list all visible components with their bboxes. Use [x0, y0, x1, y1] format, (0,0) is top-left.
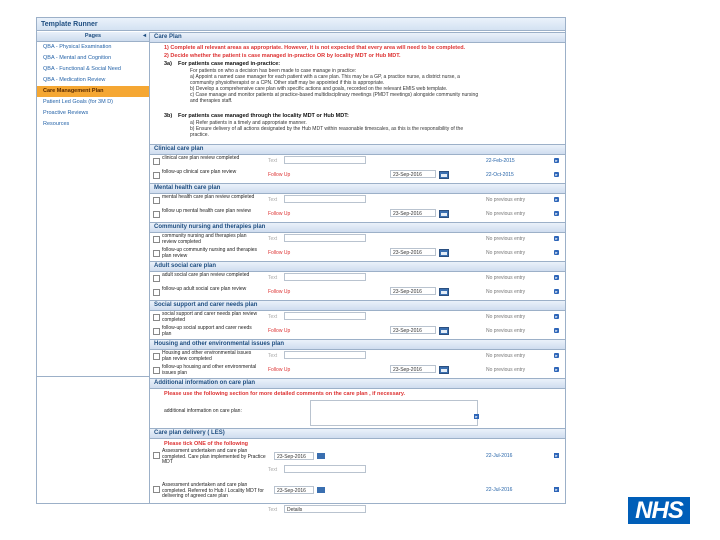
- follow-up-tag: Follow Up: [268, 328, 291, 334]
- follow-up-date-field[interactable]: 23-Sep-2016: [390, 170, 436, 178]
- locality-mdt-block: [150, 112, 565, 140]
- care-plan-header: Care Plan: [150, 32, 565, 43]
- delivery-text-row: [150, 504, 565, 516]
- sidebar-item-patient-led-goals[interactable]: Patient Led Goals (for 3M D): [43, 99, 114, 105]
- care-plan-row: [150, 233, 565, 247]
- follow-up-date-field[interactable]: 23-Sep-2016: [390, 287, 436, 295]
- section-header: Housing and other environmental issues plan: [150, 339, 565, 350]
- collapse-arrow-icon[interactable]: ◂: [142, 33, 146, 39]
- care-plan-row: [150, 155, 565, 169]
- text-field[interactable]: [284, 195, 366, 203]
- delivery-date-field[interactable]: 23-Sep-2016: [274, 452, 314, 460]
- row-label: Housing and other environmental issues plan review completed: [162, 350, 252, 362]
- additional-info-label: additional information on care plan:: [164, 408, 242, 414]
- instruction-1: 1) Complete all relevant areas as appropriate. However, it is not expected that every area will need to be completed.: [164, 45, 466, 51]
- block-a-line: For patients on who a decision has been made to case manage in practice:: [190, 68, 357, 74]
- care-plan-row: [150, 208, 565, 222]
- sidebar-item-physical-exam[interactable]: QBA - Physical Examination: [43, 44, 112, 50]
- calendar-icon[interactable]: [317, 487, 325, 493]
- row-label: follow-up community nursing and therapies plan review: [162, 247, 258, 259]
- row-checkbox[interactable]: [153, 353, 160, 360]
- go-arrow-icon[interactable]: ▸: [555, 314, 558, 319]
- care-plan-row: [150, 325, 565, 339]
- row-label: social support and carer needs plan review completed: [162, 311, 258, 323]
- sidebar-item-care-management-plan[interactable]: Care Management Plan: [37, 86, 149, 97]
- block-b-line: b) Ensure delivery of all actions designated by the Hub MDT within reasonable timescales, as this is the responsibility of the: [190, 126, 464, 132]
- previous-entry: No previous entry: [486, 250, 526, 256]
- block-a-line: a) Appoint a named case manager for each patient with a care plan. This may be a GP, a practice nurse, a district nurse, a: [190, 74, 460, 80]
- text-tag: Text: [268, 507, 278, 513]
- row-label: mental health care plan review completed: [162, 194, 255, 200]
- calendar-icon[interactable]: [439, 366, 449, 374]
- previous-entry: No previous entry: [486, 211, 526, 217]
- section-header: Clinical care plan: [150, 144, 565, 155]
- sidebar-item-mental-cognition[interactable]: QBA - Mental and Cognition: [43, 55, 112, 61]
- care-plan-delivery-header: Care plan delivery ( LES): [150, 428, 565, 439]
- row-label: adult social care plan review completed: [162, 272, 250, 278]
- previous-entry: No previous entry: [486, 275, 526, 281]
- sidebar-divider: [37, 376, 149, 377]
- text-tag: Text: [268, 236, 278, 242]
- care-plan-sections: [150, 144, 565, 378]
- calendar-icon[interactable]: [317, 453, 325, 459]
- row-checkbox[interactable]: [153, 236, 160, 243]
- go-arrow-icon[interactable]: ▸: [555, 250, 558, 255]
- block-b-line: practice.: [190, 132, 209, 138]
- text-tag: Text: [268, 197, 278, 203]
- text-tag: Text: [268, 353, 278, 359]
- follow-up-tag: Follow Up: [268, 367, 291, 373]
- row-checkbox[interactable]: [153, 158, 160, 165]
- section-header: Mental health care plan: [150, 183, 565, 194]
- row-label: follow-up adult social care plan review: [162, 286, 247, 292]
- delivery-date-field[interactable]: 23-Sep-2016: [274, 486, 314, 494]
- block-a-line: c) Case manage and monitor patients at practice-based multidisciplinary meetings (PMDT meetings) alongside community nursing: [190, 92, 479, 98]
- text-field[interactable]: [284, 312, 366, 320]
- follow-up-tag: Follow Up: [268, 289, 291, 295]
- text-tag: Text: [268, 467, 278, 473]
- care-plan-row: [150, 247, 565, 261]
- row-checkbox[interactable]: [153, 367, 160, 374]
- row-checkbox[interactable]: [153, 250, 160, 257]
- row-checkbox[interactable]: [153, 197, 160, 204]
- row-checkbox[interactable]: [153, 289, 160, 296]
- previous-entry: No previous entry: [486, 197, 526, 203]
- text-tag: Text: [268, 275, 278, 281]
- delivery-instruction: Please tick ONE of the following: [164, 441, 249, 447]
- calendar-icon[interactable]: [439, 249, 449, 257]
- row-label: clinical care plan review completed: [162, 155, 240, 161]
- additional-info-header: Additional information on care plan: [150, 378, 565, 389]
- go-arrow-icon[interactable]: ▸: [555, 275, 558, 280]
- care-plan-row: [150, 350, 565, 364]
- block-b-number: 3b): [164, 113, 173, 119]
- go-arrow-icon[interactable]: ▸: [555, 328, 558, 333]
- calendar-icon[interactable]: [439, 288, 449, 296]
- care-plan-row: [150, 364, 565, 378]
- go-arrow-icon[interactable]: ▸: [555, 453, 558, 458]
- row-label: community nursing and therapies plan review completed: [162, 233, 247, 245]
- row-checkbox[interactable]: [153, 314, 160, 321]
- additional-instruction: Please use the following section for more detailed comments on the care plan , if necessary.: [164, 391, 406, 397]
- delivery-details-field[interactable]: Details: [284, 505, 366, 513]
- block-a-title: For patients case managed in-practice:: [178, 61, 281, 67]
- go-arrow-icon[interactable]: ▸: [555, 172, 558, 177]
- go-arrow-icon[interactable]: ▸: [555, 367, 558, 372]
- additional-info-row: [150, 398, 565, 428]
- in-practice-block: [150, 60, 565, 106]
- care-plan-row: [150, 272, 565, 286]
- row-checkbox[interactable]: [153, 275, 160, 282]
- text-field[interactable]: [284, 273, 366, 281]
- pages-sidebar: [37, 32, 150, 503]
- go-arrow-icon[interactable]: ▸: [555, 211, 558, 216]
- block-b-title: For patients case managed through the locality MDT or Hub MDT:: [178, 113, 349, 119]
- care-plan-row: [150, 194, 565, 208]
- care-plan-instructions: [150, 43, 565, 60]
- go-arrow-icon[interactable]: ▸: [555, 197, 558, 202]
- row-label: follow up mental health care plan review: [162, 208, 251, 214]
- row-checkbox[interactable]: [153, 328, 160, 335]
- delivery-option-hub-mdt: [150, 482, 565, 498]
- delivery-label: Assessment undertaken and care plan completed. Referred to Hub / Locality MDT for delivering of agreed care plan: [162, 482, 264, 499]
- previous-entry: No previous entry: [486, 328, 526, 334]
- go-arrow-icon[interactable]: ▸: [555, 353, 558, 358]
- row-checkbox[interactable]: [153, 172, 160, 179]
- nhs-logo: NHS: [628, 497, 690, 524]
- follow-up-tag: Follow Up: [268, 250, 291, 256]
- go-arrow-icon[interactable]: ▸: [555, 289, 558, 294]
- section-header: Adult social care plan: [150, 261, 565, 272]
- delivery-option-practice-mdt: [150, 448, 565, 464]
- previous-entry[interactable]: 22-Jul-2016: [486, 453, 513, 459]
- sidebar-header[interactable]: [37, 32, 149, 42]
- previous-entry[interactable]: 22-Oct-2015: [486, 172, 514, 178]
- block-a-number: 3a): [164, 61, 172, 67]
- previous-entry: No previous entry: [486, 289, 526, 295]
- go-arrow-icon[interactable]: ▸: [555, 487, 558, 492]
- sidebar-item-functional-social[interactable]: QBA - Functional & Social Need: [43, 66, 121, 72]
- text-tag: Text: [268, 314, 278, 320]
- previous-entry: No previous entry: [486, 367, 526, 373]
- sidebar-item-medication-review[interactable]: QBA - Medication Review: [43, 77, 106, 83]
- text-tag: Text: [268, 158, 278, 164]
- template-runner-window: [36, 17, 566, 513]
- delivery-checkbox[interactable]: [153, 486, 160, 493]
- calendar-icon[interactable]: [439, 327, 449, 335]
- window-title: Template Runner: [37, 18, 565, 31]
- section-header: Social support and carer needs plan: [150, 300, 565, 311]
- delivery-checkbox[interactable]: [153, 452, 160, 459]
- additional-info-textarea[interactable]: [310, 400, 478, 426]
- row-label: follow-up social support and carer needs plan: [162, 325, 252, 337]
- text-field[interactable]: [284, 234, 366, 242]
- row-label: follow-up clinical care plan review: [162, 169, 237, 175]
- instruction-2: 2) Decide whether the patient is case managed in-practice OR by locality MDT or Hub MDT.: [164, 53, 401, 59]
- sidebar-header-label: Pages: [84, 33, 102, 39]
- sidebar-item-resources[interactable]: Resources: [43, 121, 70, 127]
- row-label: follow-up housing and other environmental issues plan: [162, 364, 257, 376]
- delivery-label: Assessment undertaken and care plan completed. Care plan implemented by Practice MDT: [162, 448, 266, 465]
- row-checkbox[interactable]: [153, 211, 160, 218]
- sidebar-item-proactive-reviews[interactable]: Proactive Reviews: [43, 110, 89, 116]
- block-b-line: a) Refer patients in a timely and appropriate manner.: [190, 120, 307, 126]
- previous-entry: No previous entry: [486, 314, 526, 320]
- previous-entry[interactable]: 22-Jul-2016: [486, 487, 513, 493]
- follow-up-tag: Follow Up: [268, 211, 291, 217]
- text-field[interactable]: [284, 156, 366, 164]
- follow-up-date-field[interactable]: 23-Sep-2016: [390, 365, 436, 373]
- go-arrow-icon[interactable]: ▸: [475, 414, 478, 419]
- delivery-text-field[interactable]: [284, 465, 366, 473]
- care-plan-row: [150, 286, 565, 300]
- follow-up-date-field[interactable]: 23-Sep-2016: [390, 248, 436, 256]
- calendar-icon[interactable]: [439, 171, 449, 179]
- text-field[interactable]: [284, 351, 366, 359]
- care-plan-row: [150, 169, 565, 183]
- section-header: Community nursing and therapies plan: [150, 222, 565, 233]
- calendar-icon[interactable]: [439, 210, 449, 218]
- previous-entry[interactable]: 22-Feb-2015: [486, 158, 515, 164]
- care-plan-row: [150, 311, 565, 325]
- previous-entry: No previous entry: [486, 236, 526, 242]
- block-a-line: and therapies staff.: [190, 98, 233, 104]
- block-a-line: community physiotherapist or a CPN. Other staff may be appointed if this is appropriate.: [190, 80, 385, 86]
- go-arrow-icon[interactable]: ▸: [555, 236, 558, 241]
- go-arrow-icon[interactable]: ▸: [555, 158, 558, 163]
- block-a-line: b) Develop a comprehensive care plan with specific actions and goals, recorded on the relevant EMIS web template.: [190, 86, 448, 92]
- care-plan-panel: [150, 32, 565, 513]
- follow-up-tag: Follow Up: [268, 172, 291, 178]
- follow-up-date-field[interactable]: 23-Sep-2016: [390, 326, 436, 334]
- delivery-text-row: [150, 464, 565, 476]
- previous-entry: No previous entry: [486, 353, 526, 359]
- follow-up-date-field[interactable]: 23-Sep-2016: [390, 209, 436, 217]
